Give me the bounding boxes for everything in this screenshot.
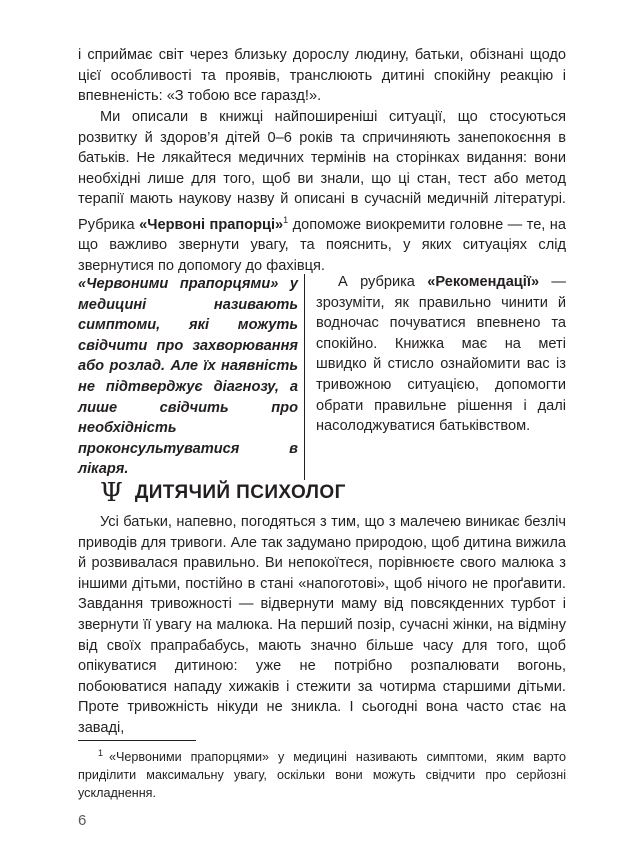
footnote-divider xyxy=(78,740,196,741)
page-number: 6 xyxy=(78,812,87,829)
paragraph-intro xyxy=(78,107,566,277)
red-flags-rubric: «Червоні прапорці» xyxy=(139,216,284,233)
footnote-ref: 1 xyxy=(283,214,289,225)
section-title: ДИТЯЧИЙ ПСИХОЛОГ xyxy=(134,482,346,503)
section-heading xyxy=(100,480,346,506)
footnote-text: «Червоними прапорцями» у медицині називають симптоми, яким варто приділити максимальну увагу, оскільки вони можуть свідчити про серйозні ускладнення. xyxy=(78,750,566,801)
paragraph-intro-part1: Ми описали в книжці найпоширеніші ситуації, що стосуються розвитку й здоров’я дітей 0–6 років та спричиняють занепокоєння в батьків. Не лякайтеся медичних термінів на сторінках видання: вони необхідні лише для того, щоб ви знали, що ці стан, тест або метод терапії мають наукову назву й описані в сучасній медичній літературі. Рубрика xyxy=(78,109,566,233)
paragraph-intro-part2: допоможе виокремити головне — те, на що важливо звернути увагу, та пояснить, у яких ситуаціях слід звернутися по допомогу до фахівця. xyxy=(78,216,566,275)
recommendations-rubric: «Рекомендації» xyxy=(427,274,540,290)
paragraph-continuation: і сприймає світ через близьку дорослу людину, батьки, обізнані щодо цієї особливості та проявів, транслюють дитині спокійну реакцію і впевненість: «З тобою все гаразд!». xyxy=(78,47,566,105)
footnote xyxy=(78,744,566,802)
recommendations-part1: А рубрика xyxy=(338,274,428,290)
psi-icon: Ψ xyxy=(100,478,123,508)
sidebar-callout: «Червоними прапорцями» у медицині називають симптоми, які можуть свідчити про захворювання або розлад. Але їх наявність не підтверджує діагнозу, а лише свідчить про необхідність проконсультуватися в лікаря. xyxy=(78,274,305,480)
recommendations-part2: — зрозуміти, як правильно чинити й водночас почуватися впевнено та спокійно. Книжка має на меті швидко й стисло ознайомити вас із тривожною ситуацією, допомогти обрати правильне рішення і далі насолоджуватися батьківством. xyxy=(316,274,566,435)
footnote-number: 1 xyxy=(98,748,104,758)
recommendations-paragraph xyxy=(316,272,566,437)
psychologist-paragraph: Усі батьки, напевно, погодяться з тим, що з малечею виникає безліч приводів для тривоги. Але так задумано природою, щоб дитина вижила й розвивалася правильно. Ви непокоїтеся, порівнюєте свого малюка з іншими дітьми, постійно в стані «напоготові», щоб нічого не проґавити. Завдання тривожності — відвернути маму від повсякденних турбот і звернути її увагу на малюка. На перший позір, сучасні жінки, на відміну від своїх прапрабабусь, мають значно більше часу для того, щоб опікуватися дитиною: уже не потрібно розпалювати вогонь, побоюватися нападу хижаків і стежити за чотирма старшими дітьми. Проте тривожність нікуди не зникла. І сьогодні вона часто стає на заваді, xyxy=(78,514,566,736)
